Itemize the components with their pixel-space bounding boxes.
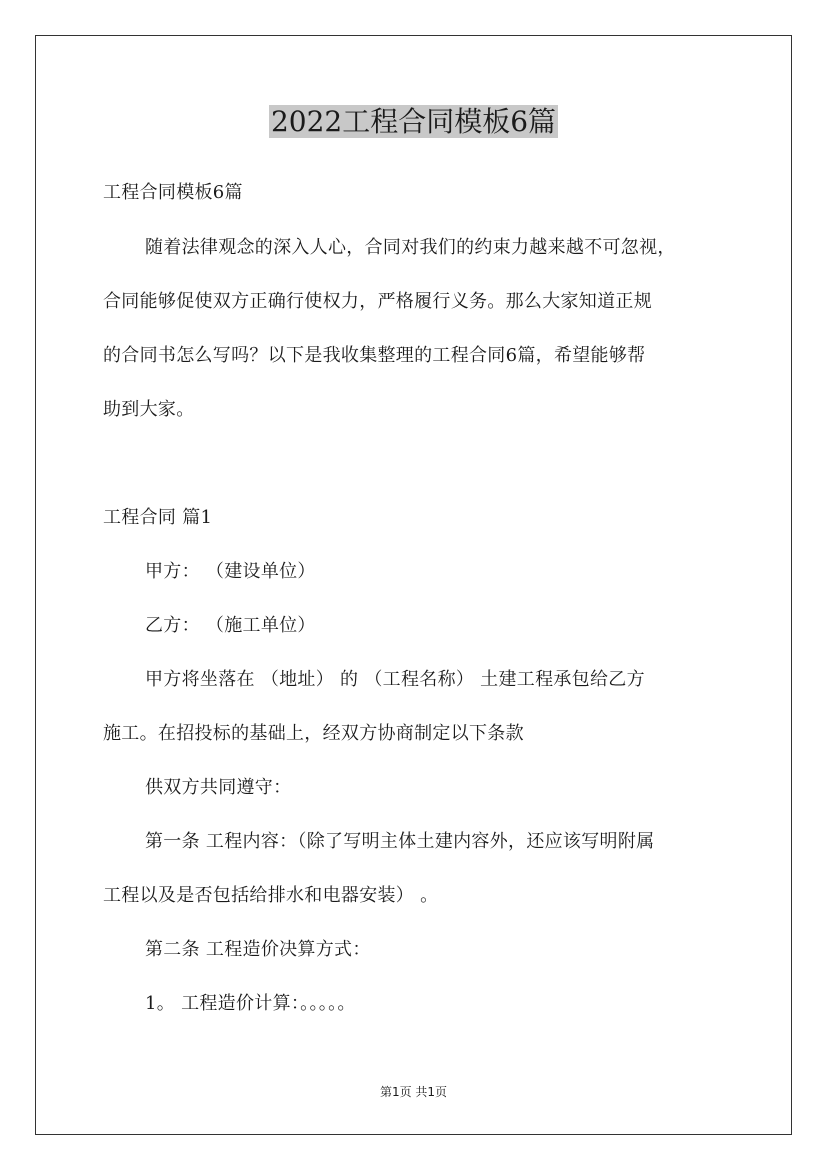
clause-intro-line-2: 施工。在招投标的基础上，经双方协商制定以下条款 xyxy=(103,723,524,744)
clause-intro-line-3: 供双方共同遵守： xyxy=(145,777,292,798)
document-subtitle: 工程合同模板6篇 xyxy=(103,182,243,203)
item-1-line: 1。 工程造价计算：。。。。。 xyxy=(145,993,356,1014)
party-b-line: 乙方： （施工单位） xyxy=(145,615,316,636)
page-footer: 第1页 共1页 xyxy=(379,1085,448,1099)
document-title-text: 2022工程合同模板6篇 xyxy=(270,105,557,138)
document-title xyxy=(0,100,827,144)
party-a-line: 甲方： （建设单位） xyxy=(145,561,316,582)
intro-line-4: 助到大家。 xyxy=(103,399,195,420)
intro-line-1: 随着法律观念的深入人心，合同对我们的约束力越来越不可忽视， xyxy=(145,237,676,258)
article-1-line-2: 工程以及是否包括给排水和电器安装） 。 xyxy=(103,885,439,906)
article-1-line-1: 第一条 工程内容：（除了写明主体土建内容外，还应该写明附属 xyxy=(145,831,655,852)
clause-intro-line-1: 甲方将坐落在 （地址） 的 （工程名称） 土建工程承包给乙方 xyxy=(145,669,645,690)
section1-heading: 工程合同 篇1 xyxy=(103,507,213,528)
article-2-line: 第二条 工程造价决算方式： xyxy=(145,939,371,960)
intro-line-2: 合同能够促使双方正确行使权力，严格履行义务。那么大家知道正规 xyxy=(103,291,652,312)
intro-line-3: 的合同书怎么写吗？以下是我收集整理的工程合同6篇，希望能够帮 xyxy=(103,345,646,366)
